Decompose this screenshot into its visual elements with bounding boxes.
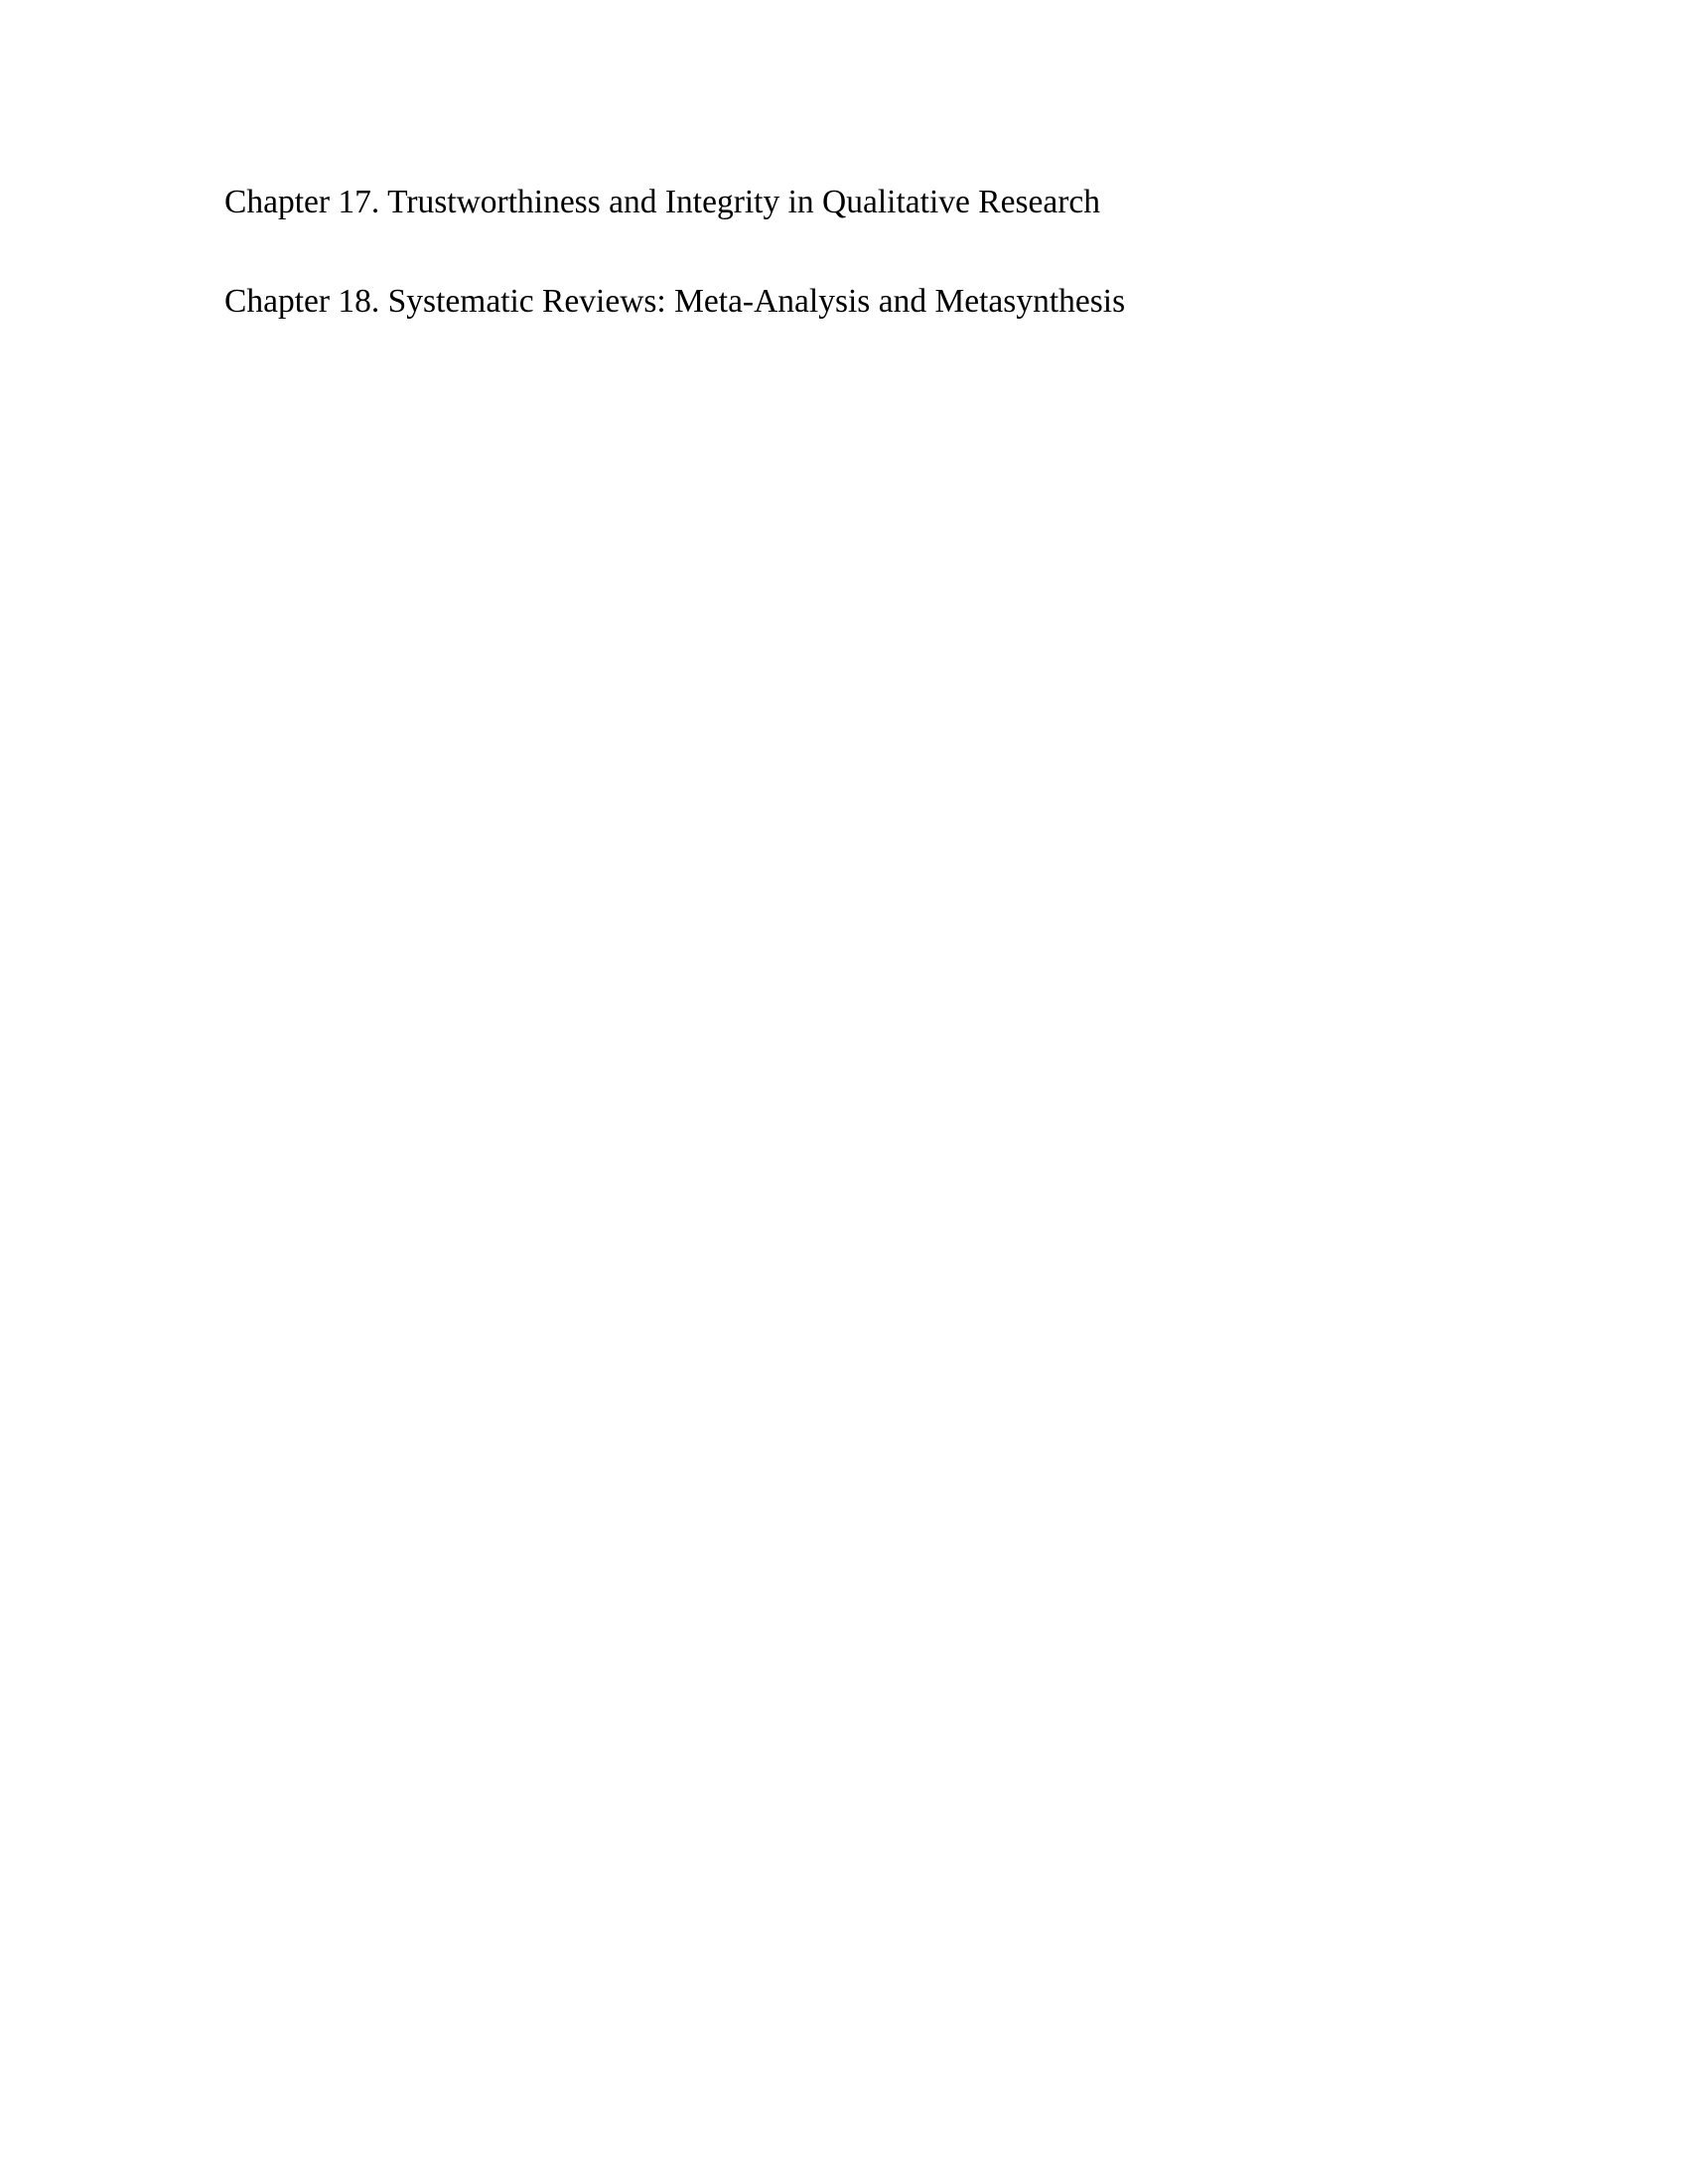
chapter-18-line: Chapter 18. Systematic Reviews: Meta-Analysis and Metasynthesis [224, 283, 1126, 320]
chapter-17-line: Chapter 17. Trustworthiness and Integrity in Qualitative Research [224, 184, 1101, 220]
